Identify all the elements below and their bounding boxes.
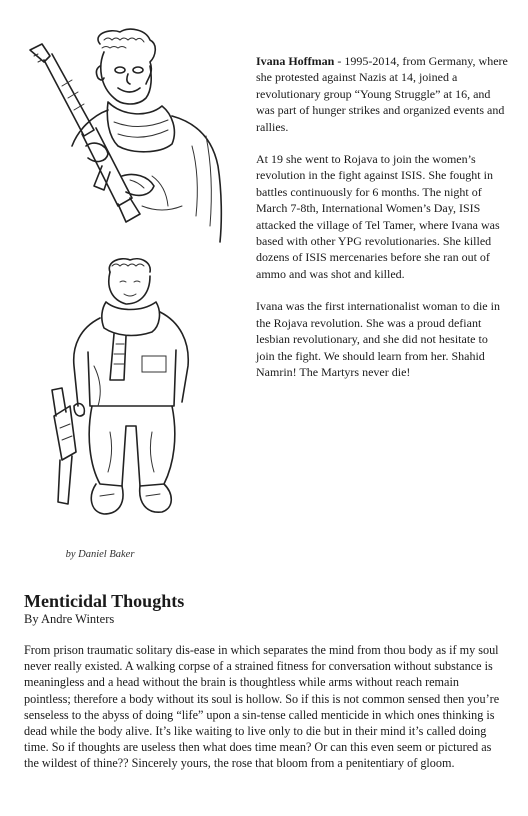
essay-title: Menticidal Thoughts	[24, 591, 185, 611]
bio-paragraph-2: At 19 she went to Rojava to join the women’s revolution in the fight against ISIS. She fought in battles continuously for 6 months. The night of March 7-8th, International Women’s Day, ISIS attacked the village of Tel Tamer, where Ivana was based with other YPG revolutionaries. She killed dozens of ISIS mercenaries before she ran out of ammo and was shot and killed.	[256, 152, 500, 281]
portrait-illustration-bottom	[34, 256, 214, 540]
bio-paragraph-1	[256, 53, 508, 135]
illustration-credit: by Daniel Baker	[65, 549, 135, 560]
essay-byline: By Andre Winters	[24, 612, 115, 626]
sketch-fighter-standing	[52, 259, 188, 514]
bio-name: Ivana Hoffman	[256, 54, 335, 68]
essay-body: From prison traumatic solitary dis-ease in which separates the mind from thou body as if my soul never really existed. A walking corpse of a strained fitness for conversation without substance is meaningless and a head without the brain is thoughtless while arms without reach remain pointless; therefore a body without its soul is hollow. So if this is not common sensed then you’re senseless to the abyss of doing “life” upon a sin-tense called menticide in which ones thinking is dead while the body alive. It’s like waiting to live only to die but in their mind it’s called doing time. So if thoughts are useless then what does time mean? Or can this even seem or pictured as the wildest of thine?? Sincerely yours, the rose that bloom from a penitentiary of gloom.	[24, 643, 500, 771]
bio-section	[256, 53, 508, 396]
bio-intro: - 1995-2014, from Germany, where she protested against Nazis at 14, joined a revolutionary group “Young Struggle” at 16, and was part of hunger strikes and organized events and rallies.	[256, 54, 508, 134]
bio-paragraph-3: Ivana was the first internationalist woman to die in the Rojava revolution. She was a proud defiant lesbian revolutionary, and she did not hesitate to join the fight. We should learn from her. Shahid Namrin! The Martyrs never die!	[256, 299, 500, 379]
sketch-woman-with-rifle	[30, 29, 221, 242]
portrait-illustration-top	[22, 26, 236, 248]
